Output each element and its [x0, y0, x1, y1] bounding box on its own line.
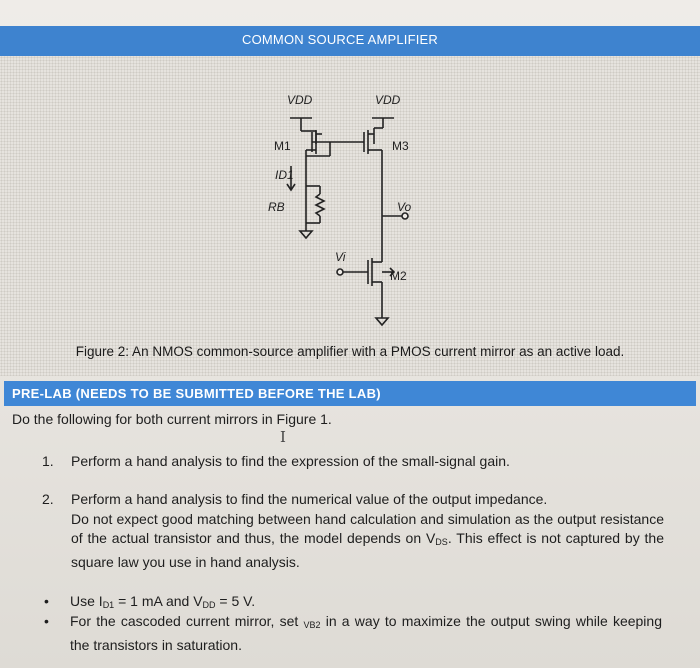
id1-subscript: D1 — [102, 600, 115, 610]
vdd-left-label: VDD — [287, 93, 313, 107]
list-item-2-line1: Perform a hand analysis to find the numerical value of the output impedance. — [71, 491, 548, 507]
ground-right — [376, 318, 388, 325]
bullet-1-text-a: Use I — [70, 593, 103, 609]
figure-caption: Figure 2: An NMOS common-source amplifier with a PMOS current mirror as an active load. — [75, 344, 625, 359]
m3-label: M3 — [392, 139, 409, 153]
bullet-dot-icon: • — [44, 613, 49, 629]
list-item-2-number: 2. — [42, 491, 54, 507]
id1-label: ID1 — [275, 168, 294, 182]
vi-node — [337, 269, 343, 275]
ground-left — [300, 231, 312, 238]
bullet-1-text-c: = 5 V. — [215, 593, 256, 609]
prelab-header: PRE-LAB (NEEDS TO BE SUBMITTED BEFORE THE LAB) — [12, 386, 381, 401]
list-item-1-text: Perform a hand analysis to find the expression of the small-signal gain. — [71, 453, 510, 469]
vo-label: Vo — [397, 200, 412, 214]
m1-label: M1 — [274, 139, 291, 153]
title-bar — [0, 26, 700, 56]
list-item-2-text-b: . This effect is not captured by the square law you use in hand analysis. — [71, 530, 664, 570]
list-item-2-paragraph — [71, 510, 664, 573]
bullet-1-text-b: = 1 mA and V — [114, 593, 203, 609]
vds-subscript: DS — [435, 537, 448, 547]
list-item-2-text-a: Do not expect good matching between hand calculation and simulation as the output resistance of the actual transistor and thus, the model depends on V — [71, 510, 664, 546]
text-cursor-icon: I — [280, 428, 286, 446]
document-title: COMMON SOURCE AMPLIFIER — [241, 32, 438, 47]
rb-resistor — [316, 194, 324, 216]
bullet-2-text-b: in a way to maximize the output swing while keeping the transistors in saturation. — [70, 613, 662, 653]
bullet-2-text-a: For the cascoded current mirror, set — [70, 613, 304, 629]
vi-label: Vi — [335, 250, 346, 264]
vdd-subscript: DD — [202, 600, 216, 610]
vb2-subscript: VB2 — [303, 620, 321, 630]
prelab-header-bar — [4, 381, 696, 406]
m2-label: M2 — [390, 269, 407, 283]
vdd-right-label: VDD — [375, 93, 401, 107]
list-item-1-number: 1. — [42, 453, 54, 469]
prelab-intro: Do the following for both current mirrors in Figure 1. — [12, 411, 332, 427]
bullet-dot-icon: • — [44, 593, 49, 609]
circuit-diagram — [0, 56, 700, 346]
rb-label: RB — [268, 200, 285, 214]
